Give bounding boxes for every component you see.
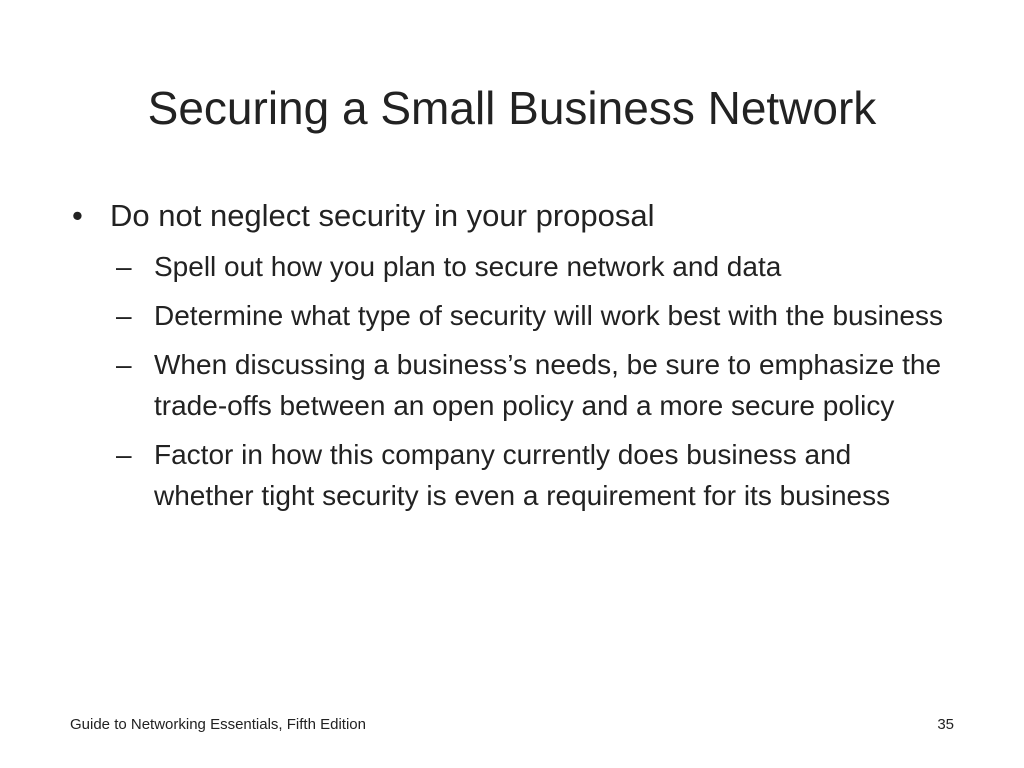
sub-bullet-text: Factor in how this company currently does business and whether tight security is even a requirement for its business	[154, 439, 891, 511]
slide-body	[68, 196, 958, 524]
footer-book-title: Guide to Networking Essentials, Fifth Edition	[70, 716, 366, 733]
slide-title: Securing a Small Business Network	[147, 82, 877, 134]
bullet-text: Do not neglect security in your proposal	[110, 198, 655, 233]
bullet-item	[68, 196, 958, 236]
sub-bullet-item	[116, 295, 958, 336]
bullet-marker: •	[72, 198, 83, 233]
sub-bullet-text: When discussing a business’s needs, be sure to emphasize the trade-offs between an open policy and a more secure policy	[154, 349, 942, 421]
dash-marker: –	[116, 439, 132, 470]
sub-bullet-text: Determine what type of security will work best with the business	[154, 300, 943, 331]
dash-marker: –	[116, 251, 132, 282]
dash-marker: –	[116, 300, 132, 331]
sub-bullet-item	[116, 434, 958, 516]
page-number: 35	[937, 716, 954, 733]
sub-bullet-item	[116, 246, 958, 287]
dash-marker: –	[116, 349, 132, 380]
sub-bullet-list	[116, 246, 958, 516]
sub-bullet-text: Spell out how you plan to secure network and data	[154, 251, 782, 282]
sub-bullet-item	[116, 344, 958, 426]
